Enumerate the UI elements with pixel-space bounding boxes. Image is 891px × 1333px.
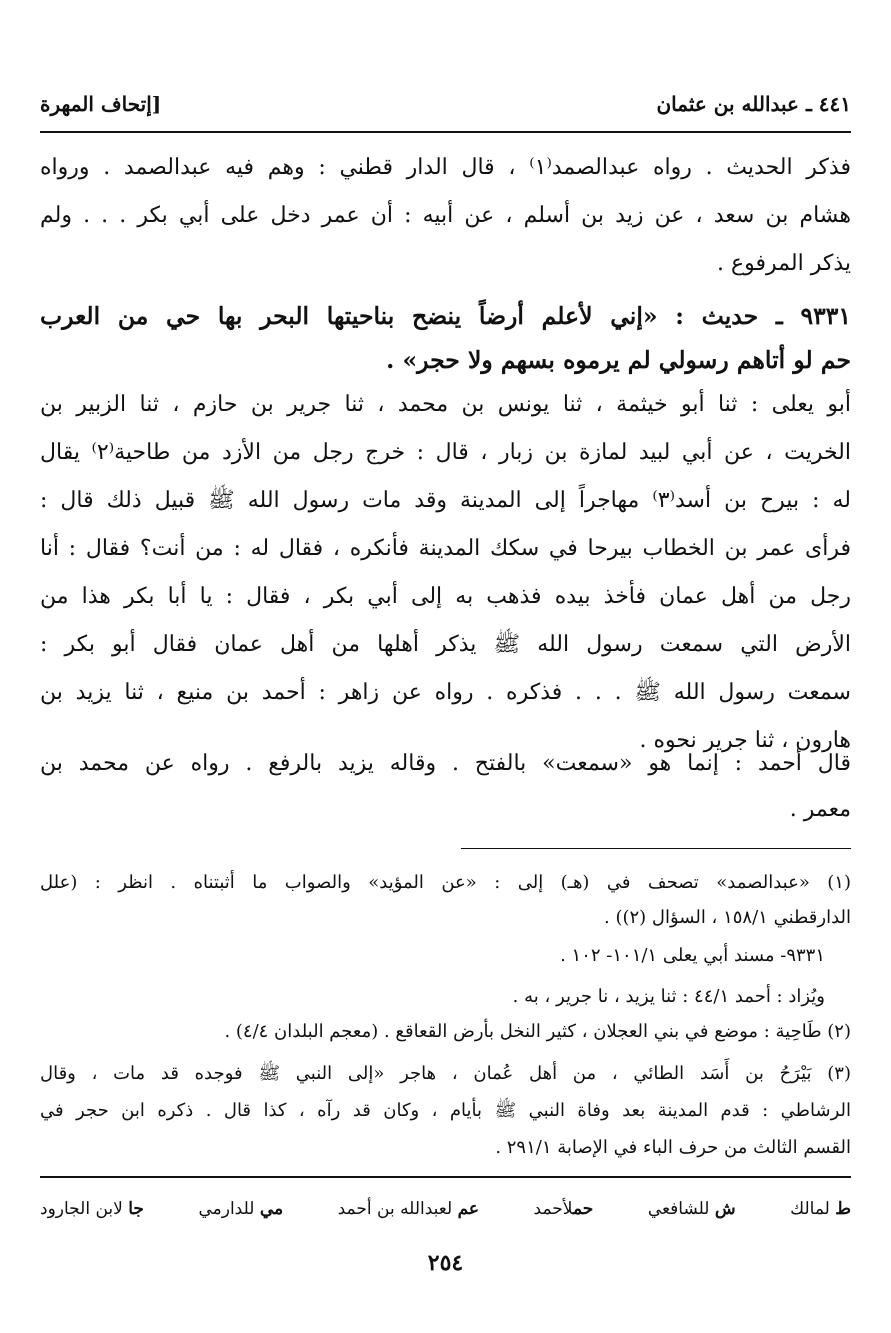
book-title: [إتحاف المهرة [40,92,162,116]
footnote-separator [461,848,851,849]
abbreviation-item: حملأحمد [533,1199,594,1219]
footnote-line: ٩٣٣١- مسند أبي يعلى ١٠١/١- ١٠٢ . [560,945,825,966]
text-line: أبو يعلى : ثنا أبو خيثمة ، ثنا يونس بن محمد ، ثنا جرير بن حازم ، ثنا الزبير بن [40,392,851,417]
text-line: هشام بن سعد ، عن زيد بن أسلم ، عن أبيه : أن عمر دخل على أبي بكر . . . ولم [40,203,851,228]
hadith-heading-line: حم لو أتاهم رسولي لم يرموه بسهم ولا حجر» . [386,346,851,374]
text-line: الأرض التي سمعت رسول الله ﷺ يذكر أهلها من أهل عمان فقال أبو بكر : [40,632,851,657]
abbreviation-item: ط لمالك [790,1199,851,1219]
footnote-line: (٢) طَاحِية : موضع في بني العجلان ، كثير النخل بأرض القعاقع . (معجم البلدان ٤/٤) . [224,1021,851,1042]
chapter-title: ٤٤١ ـ عبدالله بن عثمان [656,92,851,116]
footnote-line: (١) «عبدالصمد» تصحف في (هـ) إلى : «عن المؤيد» والصواب ما أثبتناه . انظر : (علل [40,872,851,893]
text-line: فذكر الحديث . رواه عبدالصمد⁽١⁾ ، قال الدار قطني : وهم فيه عبدالصمد . ورواه [40,155,851,180]
abbreviation-item: مي للدارمي [198,1199,284,1219]
abbreviation-item: جا لابن الجارود [40,1199,144,1219]
text-line: رجل من أهل عمان فأخذ بيده فذهب به إلى أبي بكر ، فقال : يا أبا بكر هذا من [40,584,851,609]
text-line: يذكر المرفوع . [717,251,851,276]
text-line: له : بيرح بن أسد⁽٣⁾ مهاجراً إلى المدينة وقد مات رسول الله ﷺ قبيل ذلك قال : [40,488,851,513]
text-line: الخريت ، عن أبي لبيد لمازة بن زبار ، قال : خرج رجل من الأزد من طاحية⁽٢⁾ يقال [40,440,851,465]
abbreviations-legend [40,1193,851,1225]
text-line: فرأى عمر بن الخطاب بيرحا في سكك المدينة فأنكره ، فقال له : من أنت؟ فقال : أنا [40,536,851,561]
text-line: قال أحمد : إنما هو «سمعت» بالفتح . وقاله يزيد بالرفع . رواه عن محمد بن [40,751,851,776]
header-rule [40,131,851,133]
footnote-line: (٣) بَيْرَحُ بن أَسَد الطائي ، من أهل عُمان ، هاجر «إلى النبي ﷺ فوجده قد مات ، وقال [40,1063,851,1084]
footnote-line: القسم الثالث من حرف الباء في الإصابة ٢٩١/١ . [495,1137,851,1158]
hadith-heading-line: ٩٣٣١ ـ حديث : «إني لأعلم أرضاً ينضح بناحيتها البحر بها حي من العرب [40,302,851,330]
text-line: معمر . [789,797,851,822]
abbreviations-rule [40,1176,851,1178]
footnote-line: ويُزاد : أحمد ٤٤/١ : ثنا يزيد ، نا جرير ، به . [512,986,825,1007]
text-line: سمعت رسول الله ﷺ . . . فذكره . رواه عن زاهر : أحمد بن منيع ، ثنا يزيد بن [40,680,851,705]
abbreviation-item: عم لعبدالله بن أحمد [337,1199,480,1219]
abbreviation-item: ش للشافعي [647,1199,736,1219]
footnote-line: الدارقطني ١٥٨/١ ، السؤال (٢)) . [604,907,851,928]
page-header [40,86,851,122]
page-number: ٢٥٤ [427,1250,464,1276]
text-line: هارون ، ثنا جرير نحوه . [639,728,851,753]
footnote-line: الرشاطي : قدم المدينة بعد وفاة النبي ﷺ بأيام ، وكان قد رآه ، كذا قال . ذكره ابن حجر في [40,1100,851,1121]
